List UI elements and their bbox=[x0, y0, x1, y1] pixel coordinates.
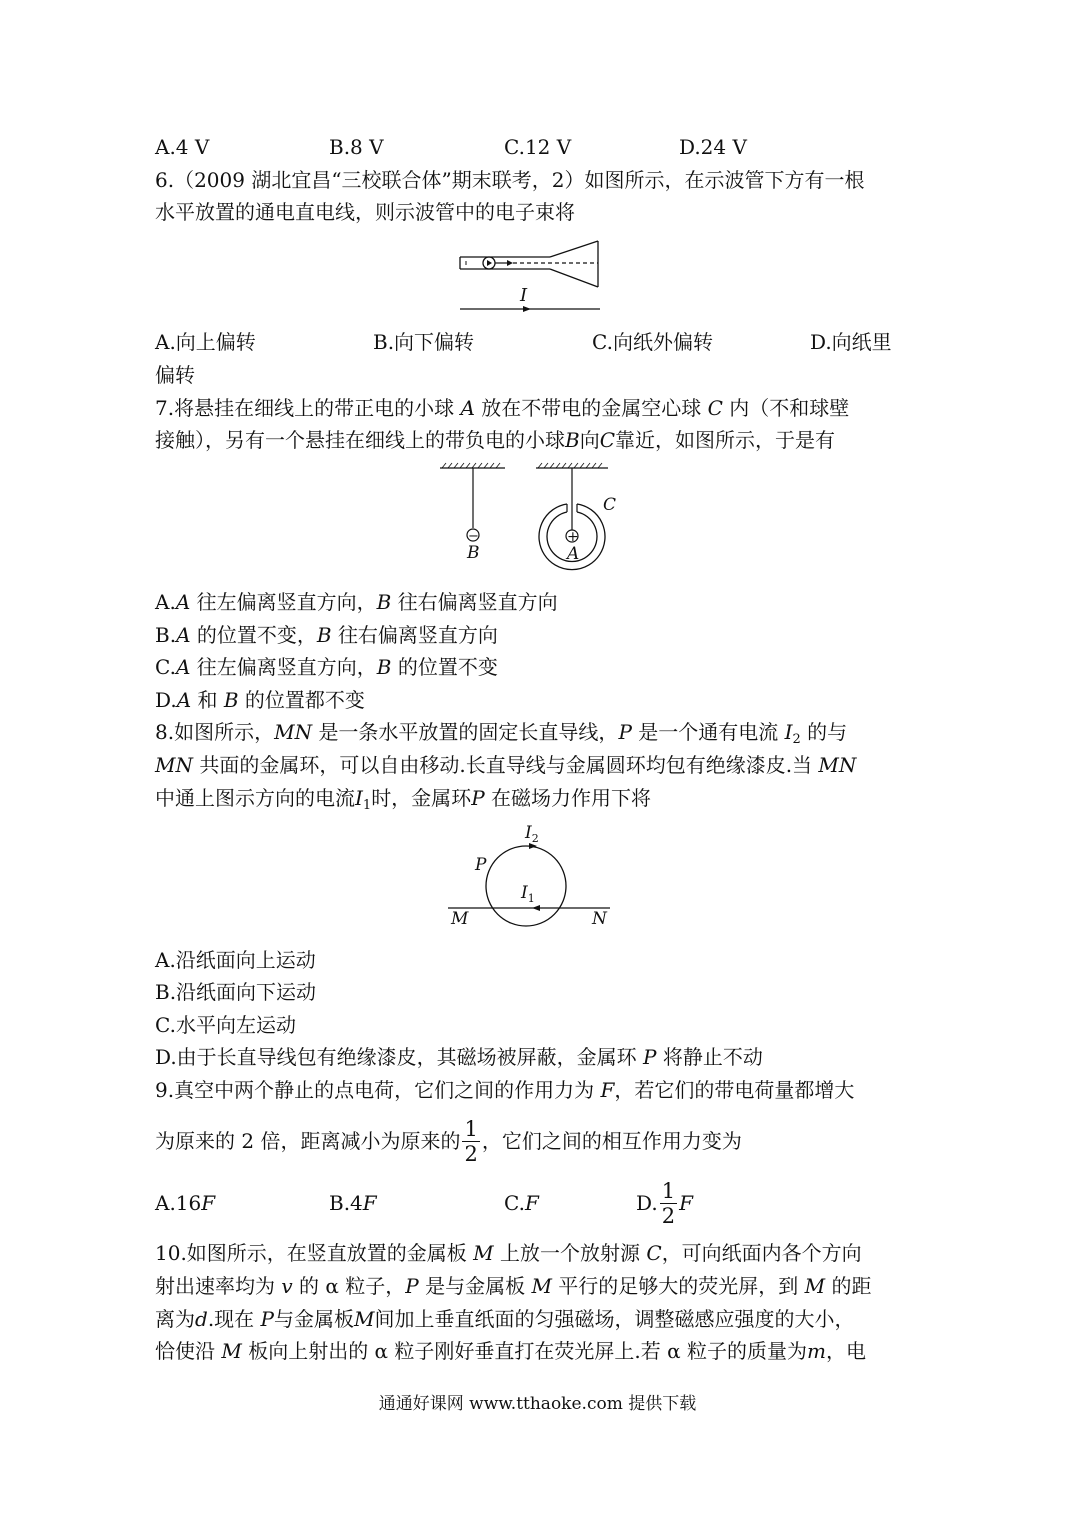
q7-option-d: D.A 和 B 的位置都不变 bbox=[155, 688, 365, 712]
ball-label-b: B bbox=[467, 543, 480, 563]
half-fraction: $\frac{1}{2}$ bbox=[464, 1116, 478, 1166]
q8-option-a: A.沿纸面向上运动 bbox=[155, 948, 316, 972]
current-label-i: I bbox=[520, 285, 528, 306]
q5-option-b: B.8 V bbox=[329, 135, 384, 159]
ball-label-a: A bbox=[567, 544, 580, 564]
q10-stem-line4: 恰使沿 M 板向上射出的 α 粒子刚好垂直打在荧光屏上.若 α 粒子的质量为m，电 bbox=[155, 1339, 866, 1363]
q10-stem-line3: 离为d.现在 P与金属板M间加上垂直纸面的匀强磁场，调整磁感应强度的大小， bbox=[155, 1307, 855, 1331]
q6-stem-line2: 水平放置的通电直电线，则示波管中的电子束将 bbox=[155, 200, 575, 224]
ring-label-p: P bbox=[475, 855, 487, 875]
q8-option-c: C.水平向左运动 bbox=[155, 1013, 296, 1037]
q10-stem-line1: 10.如图所示，在竖直放置的金属板 M 上放一个放射源 C，可向纸面内各个方向 bbox=[155, 1241, 862, 1265]
q9-stem-line2: 为原来的 2 倍，距离减小为原来的 $\frac{1}{2}$ ，它们之间的相互作用力变为 bbox=[155, 1116, 742, 1166]
q5-option-d: D.24 V bbox=[679, 135, 747, 159]
q8-option-b: B.沿纸面向下运动 bbox=[155, 980, 317, 1004]
q6-stem-line1: 6.（2009 湖北宜昌“三校联合体”期末联考，2）如图所示，在示波管下方有一根 bbox=[155, 168, 865, 192]
wire-and-ring-figure bbox=[445, 822, 620, 930]
q6-option-b: B.向下偏转 bbox=[373, 330, 475, 354]
q7-option-a: A.A 往左偏离竖直方向，B 往右偏离竖直方向 bbox=[155, 590, 558, 614]
q6-option-a: A.向上偏转 bbox=[155, 330, 256, 354]
wire-end-label-n: N bbox=[592, 909, 607, 929]
q9-option-a: A.16F bbox=[155, 1191, 216, 1215]
q6-option-d-cont: 偏转 bbox=[155, 363, 195, 387]
wire-end-label-m: M bbox=[451, 909, 469, 929]
q7-stem-line2: 接触），另有一个悬挂在细线上的带负电的小球B向C靠近，如图所示，于是有 bbox=[155, 428, 836, 452]
q10-stem-line2: 射出速率均为 v 的 α 粒子，P 是与金属板 M 平行的足够大的荧光屏，到 M 的距 bbox=[155, 1274, 872, 1298]
q9-stem-line1: 9.真空中两个静止的点电荷，它们之间的作用力为 F，若它们的带电荷量都增大 bbox=[155, 1078, 855, 1102]
q9-option-d: D. $\frac{1}{2}$ F bbox=[636, 1178, 693, 1228]
q9-option-b: B.4F bbox=[329, 1191, 377, 1215]
q7-option-c: C.A 往左偏离竖直方向，B 的位置不变 bbox=[155, 655, 498, 679]
q8-stem-line2: MN 共面的金属环，可以自由移动.长直导线与金属圆环均包有绝缘漆皮.当 MN bbox=[155, 753, 857, 777]
q8-option-d: D.由于长直导线包有绝缘漆皮，其磁场被屏蔽，金属环 P 将静止不动 bbox=[155, 1045, 763, 1069]
q7-stem-line1: 7.将悬挂在细线上的带正电的小球 A 放在不带电的金属空心球 C 内（不和球壁 bbox=[155, 396, 850, 420]
option-d-fraction: $\frac{1}{2}$ bbox=[661, 1178, 676, 1228]
sphere-label-c: C bbox=[603, 495, 617, 515]
minus-sign: − bbox=[468, 529, 479, 544]
q7-option-b: B.A 的位置不变，B 往右偏离竖直方向 bbox=[155, 623, 498, 647]
charged-spheres-figure bbox=[440, 462, 630, 572]
page-footer: 通通好课网 www.tthaoke.com 提供下载 bbox=[378, 1394, 697, 1414]
q9-option-c: C.F bbox=[504, 1191, 539, 1215]
q5-option-a: A.4 V bbox=[155, 135, 210, 159]
plus-sign: + bbox=[567, 529, 579, 545]
q5-option-c: C.12 V bbox=[504, 135, 572, 159]
q6-option-d: D.向纸里 bbox=[810, 330, 892, 354]
ring-current-label-i2: $I_2$ bbox=[525, 823, 539, 845]
q8-stem-line3: 中通上图示方向的电流$I_1$时，金属环P 在磁场力作用下将 bbox=[155, 786, 652, 813]
wire-current-label-i1: $I_1$ bbox=[521, 883, 535, 905]
q8-stem-line1: 8.如图所示，MN 是一条水平放置的固定长直导线，P 是一个通有电流 $I_2$ 的与 bbox=[155, 720, 848, 747]
oscilloscope-tube-figure bbox=[455, 237, 605, 317]
q6-option-c: C.向纸外偏转 bbox=[592, 330, 713, 354]
